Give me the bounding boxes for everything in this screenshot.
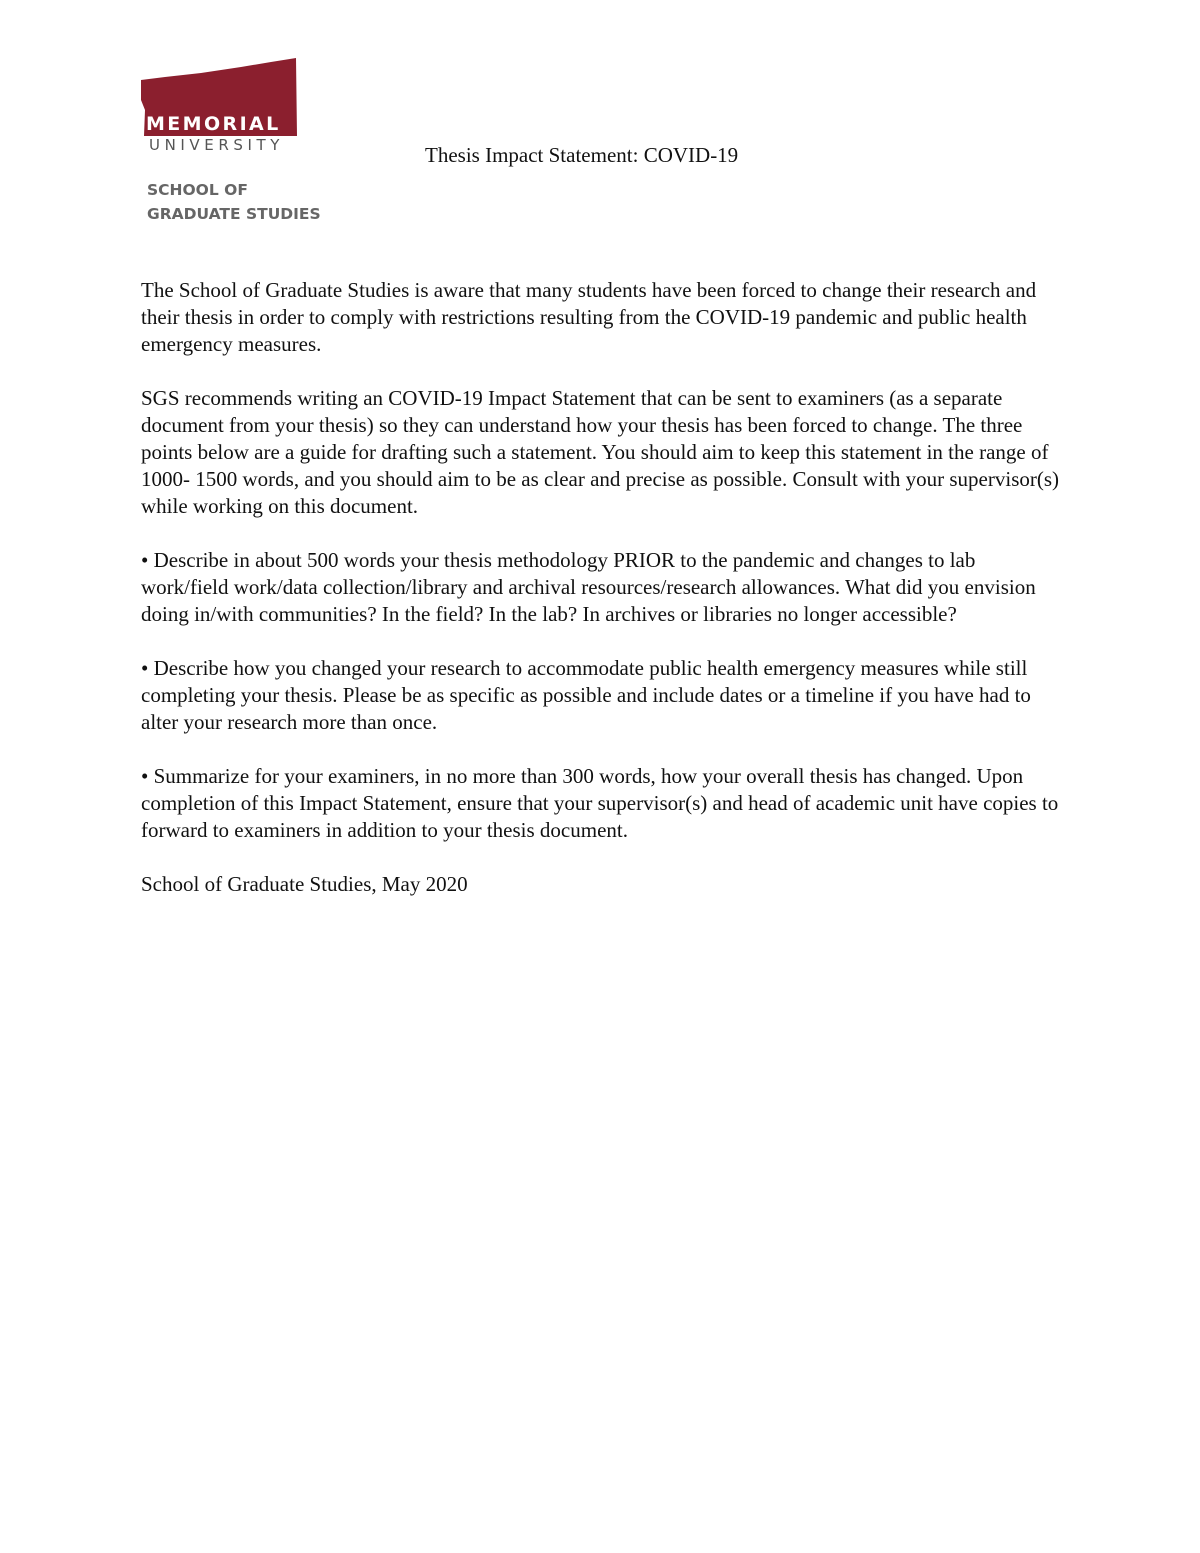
bullet-point-summary: • Summarize for your examiners, in no more than 300 words, how your overall thesis has changed. Upon completion of this Impact Statement, ensure that your supervisor(s) and head of academic unit have copies to forward to examiners in addition to your thesis document. (141, 764, 1059, 842)
logo-word-university: UNIVERSITY (149, 136, 285, 154)
document-body (141, 277, 1066, 925)
bullet-point-methodology: • Describe in about 500 words your thesis methodology PRIOR to the pandemic and changes to lab work/field work/data collection/library and archival resources/research allowances. What did you envision doing in/with communities? In the field? In the lab? In archives or libraries no longer accessible? (141, 548, 1036, 626)
signature-line: School of Graduate Studies, May 2020 (141, 872, 468, 896)
logo-school-line-2: GRADUATE STUDIES (147, 205, 321, 223)
logo-word-memorial: MEMORIAL (146, 113, 281, 135)
memorial-university-logo (141, 58, 341, 228)
paragraph-recommendation: SGS recommends writing an COVID-19 Impact Statement that can be sent to examiners (as a separate document from your thesis) so they can understand how your thesis has been forced to change. The three points below are a guide for drafting such a statement. You should aim to keep this statement in the range of 1000- 1500 words, and you should aim to be as clear and precise as possible. Consult with your supervisor(s) while working on this document. (141, 386, 1060, 518)
bullet-point-changes: • Describe how you changed your research to accommodate public health emergency measures while still completing your thesis. Please be as specific as possible and include dates or a timeline if you have had to alter your research more than once. (141, 656, 1031, 734)
logo-school-line-1: SCHOOL OF (147, 181, 248, 199)
logo-school-name (147, 178, 321, 226)
document-title: Thesis Impact Statement: COVID-19 (425, 143, 739, 167)
paragraph-intro: The School of Graduate Studies is aware that many students have been forced to change their research and their thesis in order to comply with restrictions resulting from the COVID-19 pandemic and public health emergency measures. (141, 278, 1037, 356)
